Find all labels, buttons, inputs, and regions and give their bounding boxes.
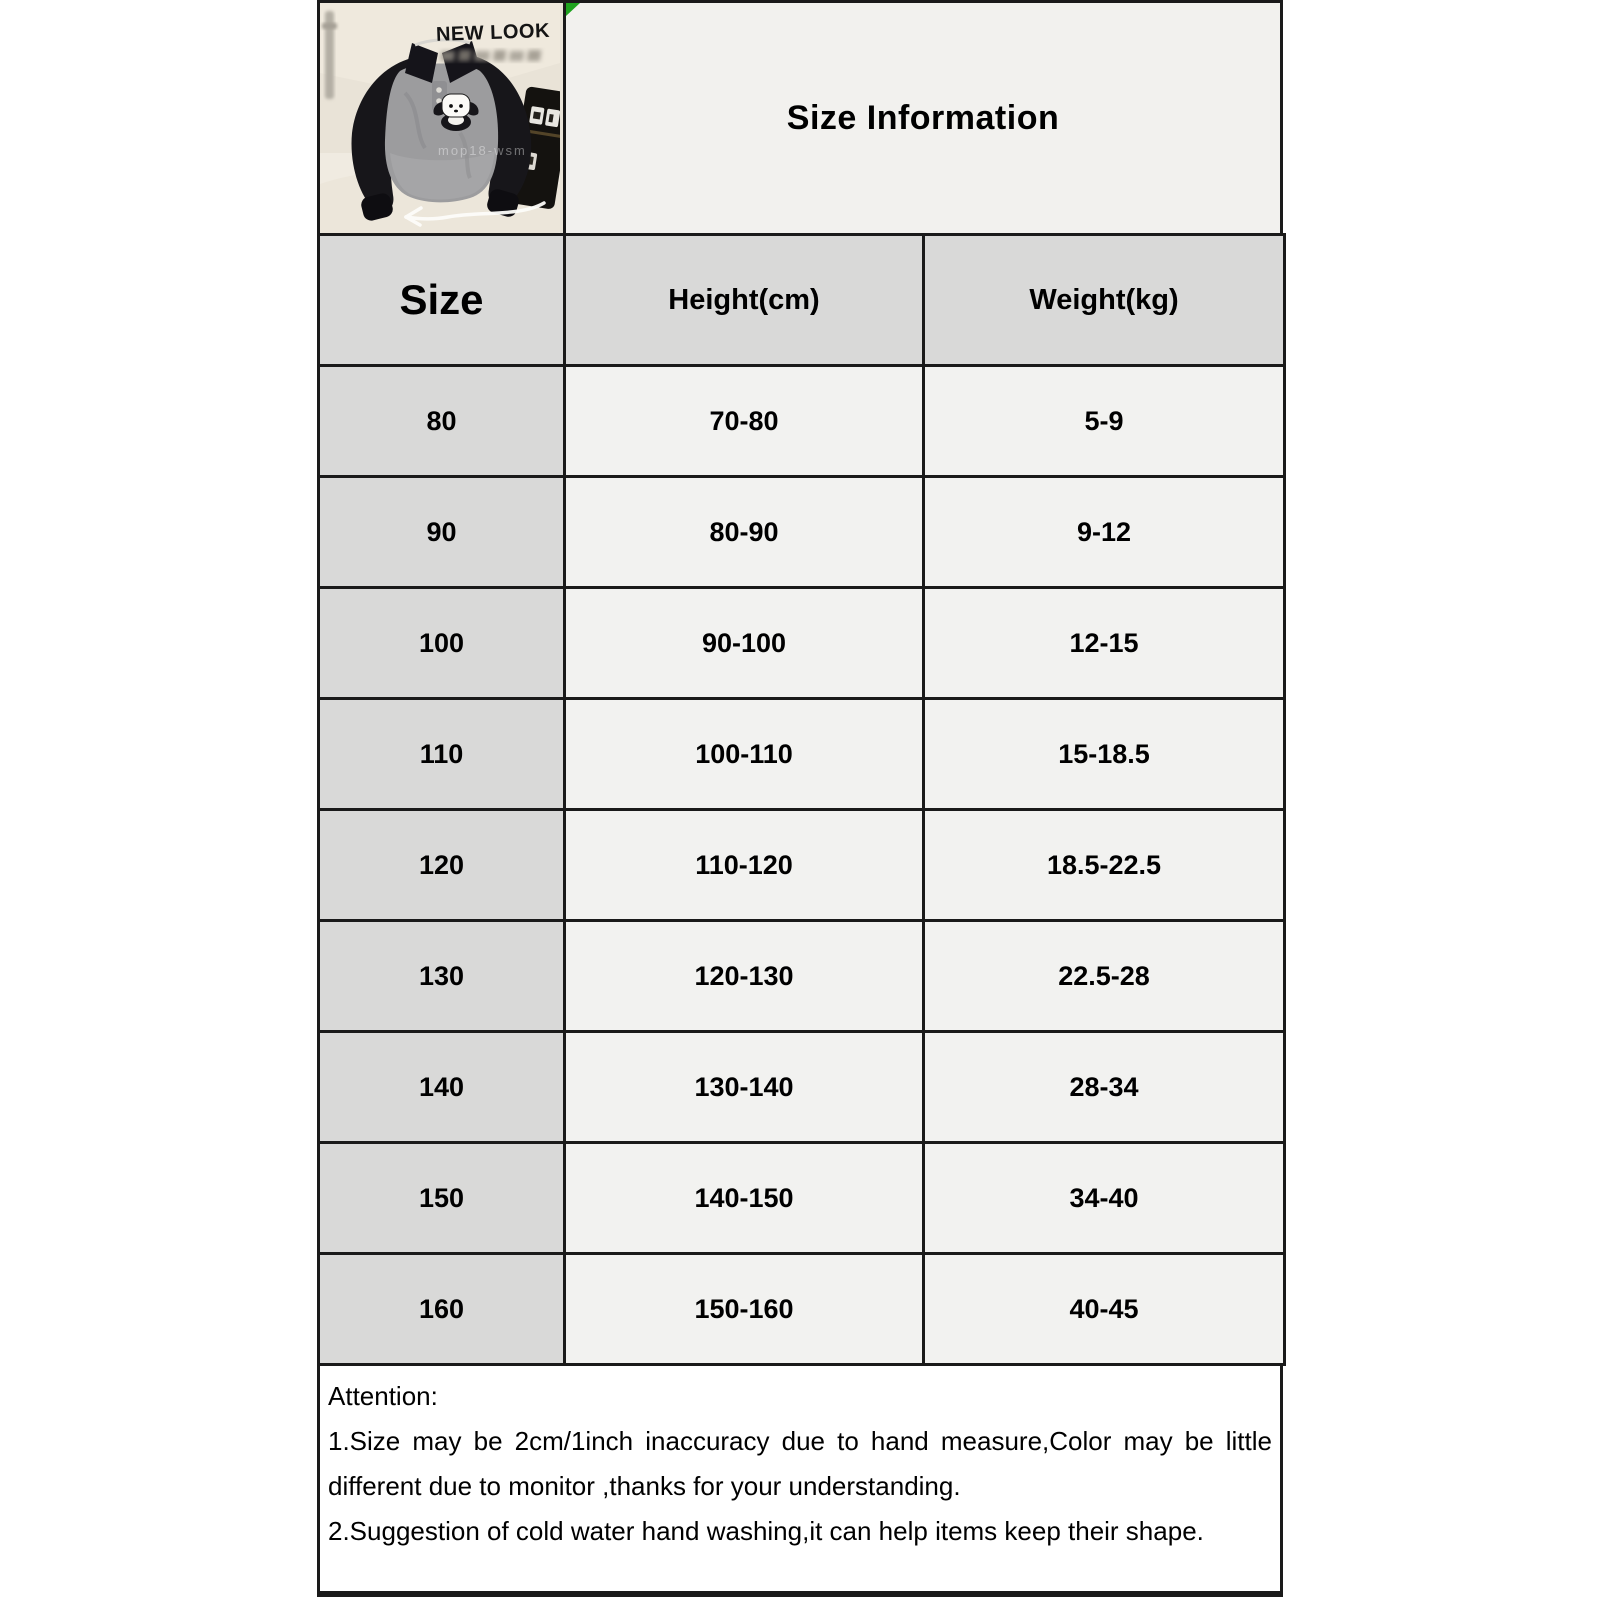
size-cell: 110 — [319, 699, 565, 810]
page-title: Size Information — [786, 98, 1060, 137]
table-row — [319, 921, 1285, 1032]
table-row — [319, 366, 1285, 477]
column-header-height: Height(cm) — [565, 235, 924, 366]
size-table — [317, 233, 1286, 1366]
sweatshirt-illustration — [320, 3, 560, 233]
height-cell: 140-150 — [565, 1143, 924, 1254]
size-cell: 160 — [319, 1254, 565, 1365]
column-header-size: Size — [319, 235, 565, 366]
table-row — [319, 810, 1285, 921]
table-row — [319, 699, 1285, 810]
weight-cell: 15-18.5 — [924, 699, 1285, 810]
weight-cell: 22.5-28 — [924, 921, 1285, 1032]
watermark-text: mop18-wsm — [438, 143, 527, 158]
height-cell: 110-120 — [565, 810, 924, 921]
size-chart-sheet — [317, 0, 1283, 1597]
title-panel — [566, 3, 1280, 233]
table-row — [319, 1032, 1285, 1143]
weight-cell: 18.5-22.5 — [924, 810, 1285, 921]
size-cell: 130 — [319, 921, 565, 1032]
table-row — [319, 1254, 1285, 1365]
weight-cell: 12-15 — [924, 588, 1285, 699]
green-corner-marker-icon — [566, 3, 580, 16]
size-cell: 120 — [319, 810, 565, 921]
table-header-row — [319, 235, 1285, 366]
weight-cell: 34-40 — [924, 1143, 1285, 1254]
top-row — [317, 0, 1283, 233]
height-cell: 150-160 — [565, 1254, 924, 1365]
table-row — [319, 588, 1285, 699]
attention-heading: Attention: — [328, 1381, 438, 1411]
brand-text: NEW LOOK — [435, 19, 551, 46]
height-cell: 90-100 — [565, 588, 924, 699]
size-cell: 100 — [319, 588, 565, 699]
table-row — [319, 1143, 1285, 1254]
height-cell: 100-110 — [565, 699, 924, 810]
weight-cell: 28-34 — [924, 1032, 1285, 1143]
height-cell: 120-130 — [565, 921, 924, 1032]
weight-cell: 5-9 — [924, 366, 1285, 477]
height-cell: 80-90 — [565, 477, 924, 588]
product-photo — [320, 3, 566, 233]
height-cell: 70-80 — [565, 366, 924, 477]
height-cell: 130-140 — [565, 1032, 924, 1143]
size-cell: 140 — [319, 1032, 565, 1143]
size-cell: 90 — [319, 477, 565, 588]
attention-note: 1.Size may be 2cm/1inch inaccuracy due to hand measure,Color may be little different due to monitor ,thanks for your understanding. — [328, 1426, 1272, 1501]
size-cell: 150 — [319, 1143, 565, 1254]
attention-note: 2.Suggestion of cold water hand washing,it can help items keep their shape. — [328, 1516, 1204, 1546]
column-header-weight: Weight(kg) — [924, 235, 1285, 366]
weight-cell: 40-45 — [924, 1254, 1285, 1365]
table-row — [319, 477, 1285, 588]
attention-box — [317, 1366, 1283, 1597]
weight-cell: 9-12 — [924, 477, 1285, 588]
size-cell: 80 — [319, 366, 565, 477]
